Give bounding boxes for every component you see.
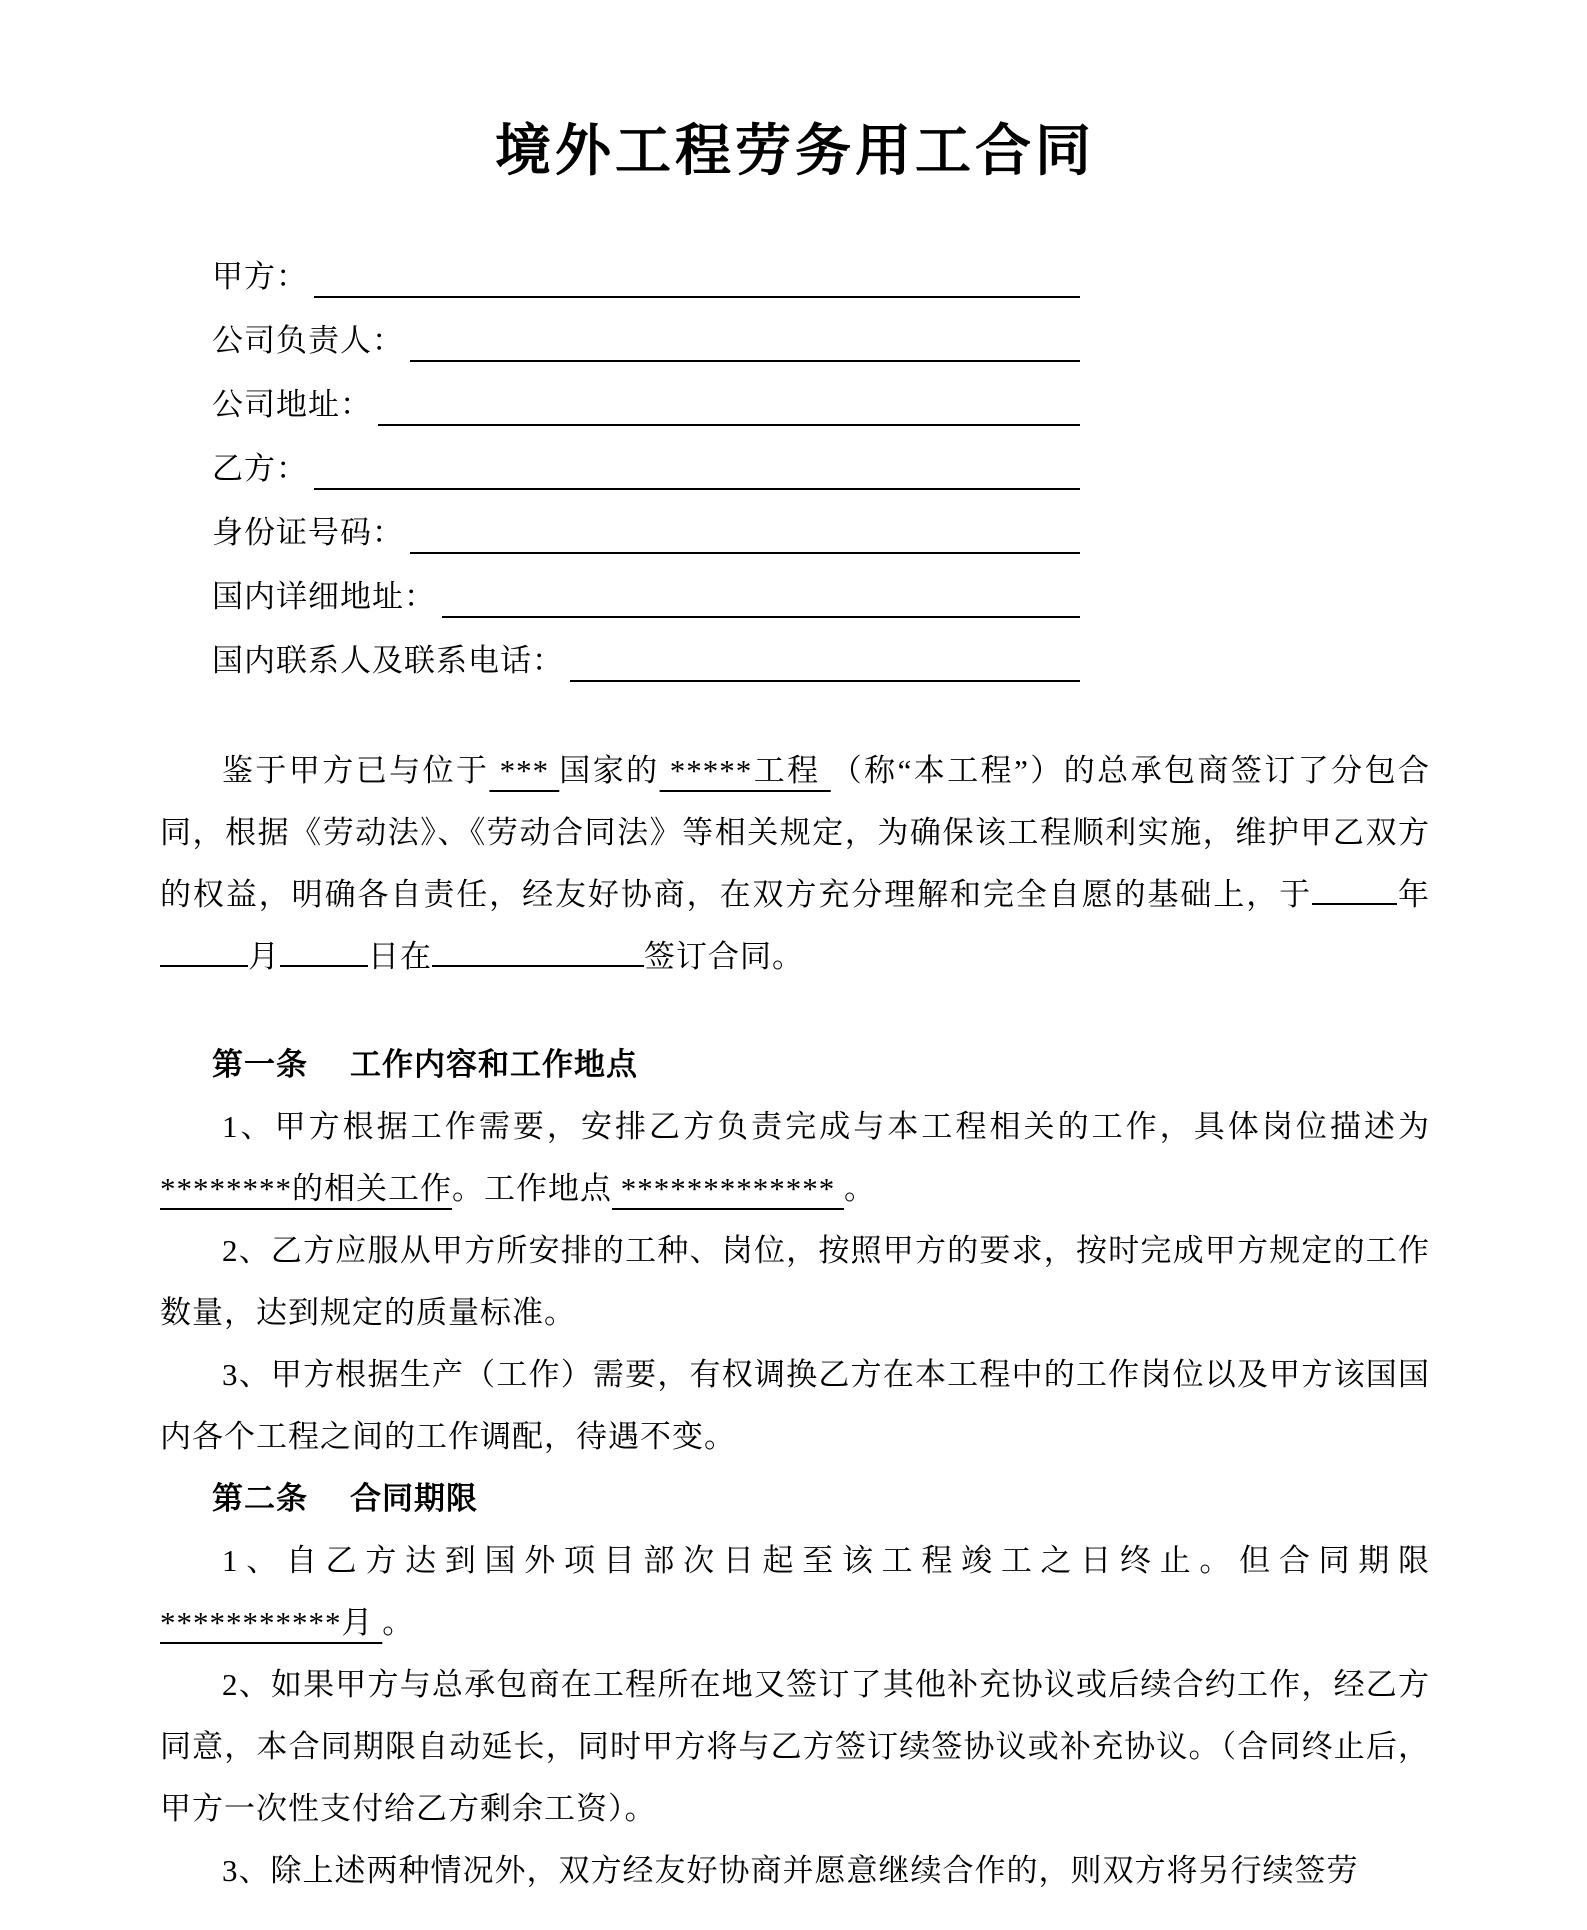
article-1-heading xyxy=(160,1034,1430,1096)
text-run: 2、乙方应服从甲方所安排的工种、岗位，按照甲方的要求，按时完成甲方规定的工作数量，达到规定的质量标准。 xyxy=(160,1233,1430,1330)
form-row-domestic-contact xyxy=(212,618,1080,682)
article-number: 第二条 xyxy=(212,1481,308,1516)
blank-line-company-head[interactable] xyxy=(410,320,1080,362)
form-row-company-address xyxy=(212,362,1080,426)
article-1-item-1 xyxy=(160,1096,1430,1220)
form-row-company-head xyxy=(212,298,1080,362)
underlined-text: ********的相关工作 xyxy=(160,1171,452,1206)
underlined-text: *****工程 xyxy=(659,753,831,788)
article-2-item-2 xyxy=(160,1654,1430,1840)
form-label-domestic-address: 国内详细地址： xyxy=(212,578,436,614)
text-run: 1、甲方根据工作需要，安排乙方负责完成与本工程相关的工作，具体岗位描述为 xyxy=(222,1109,1430,1144)
article-title: 合同期限 xyxy=(350,1481,478,1516)
article-2-heading xyxy=(160,1468,1430,1530)
fill-in-blank[interactable] xyxy=(280,931,368,967)
form-label-domestic-contact: 国内联系人及联系电话： xyxy=(212,642,564,678)
article-number: 第一条 xyxy=(212,1047,308,1082)
fill-in-blank[interactable] xyxy=(160,931,248,967)
article-2-item-3 xyxy=(160,1840,1430,1902)
text-run: 1、自乙方达到国外项目部次日起至该工程竣工之日终止。但合同期限 xyxy=(222,1543,1430,1578)
text-run: 3、除上述两种情况外，双方经友好协商并愿意继续合作的，则双方将另行续签劳 xyxy=(222,1853,1359,1888)
text-run: （称“本工程”）的总承包商签订了分包合同，根据《劳动法》、《劳动合同法》等相关规定，为确保该工程顺利实施，维护甲乙双方的权益，明确各自责任，经友好协商，在双方充分理解和完全自愿的基础上，于 xyxy=(160,753,1431,912)
text-run: 。 xyxy=(382,1605,415,1640)
form-row-id-number xyxy=(212,490,1080,554)
form-label-id-number: 身份证号码： xyxy=(212,514,404,550)
blank-line-domestic-address[interactable] xyxy=(442,576,1080,618)
article-1-item-3 xyxy=(160,1344,1430,1468)
form-label-company-head: 公司负责人： xyxy=(212,322,404,358)
text-run: 月 xyxy=(248,939,280,974)
blank-line-domestic-contact[interactable] xyxy=(570,640,1080,682)
fill-in-blank[interactable] xyxy=(432,931,644,967)
text-run: 2、如果甲方与总承包商在工程所在地又签订了其他补充协议或后续合约工作，经乙方同意，本合同期限自动延长，同时甲方将与乙方签订续签协议或补充协议。（合同终止后，甲方一次性支付给乙方剩余工资）。 xyxy=(160,1667,1430,1826)
blank-line-party-a[interactable] xyxy=(314,256,1080,298)
blank-line-company-address[interactable] xyxy=(378,384,1080,426)
form-label-party-b: 乙方： xyxy=(212,450,308,486)
blank-line-party-b[interactable] xyxy=(314,448,1080,490)
form-row-domestic-address xyxy=(212,554,1080,618)
intro-paragraph xyxy=(160,740,1430,988)
underlined-text: ***********月 xyxy=(160,1605,383,1640)
text-run: 签订合同。 xyxy=(644,939,804,974)
contract-body xyxy=(160,740,1430,1902)
form-label-party-a: 甲方： xyxy=(212,258,308,294)
article-1-item-2 xyxy=(160,1220,1430,1344)
text-run: 3、甲方根据生产（工作）需要，有权调换乙方在本工程中的工作岗位以及甲方该国国内各个工程之间的工作调配，待遇不变。 xyxy=(160,1357,1430,1454)
fill-in-blank[interactable] xyxy=(1312,869,1397,905)
text-run: 日在 xyxy=(368,939,432,974)
underlined-text: ************* xyxy=(612,1171,844,1206)
party-info-form xyxy=(160,234,1430,682)
form-row-party-a xyxy=(212,234,1080,298)
text-run: 。工作地点 xyxy=(452,1171,612,1206)
underlined-text: *** xyxy=(489,753,560,788)
text-run: 年 xyxy=(1397,877,1431,912)
article-2-item-1 xyxy=(160,1530,1430,1654)
article-title: 工作内容和工作地点 xyxy=(350,1047,638,1082)
blank-line-id-number[interactable] xyxy=(410,512,1080,554)
document-title: 境外工程劳务用工合同 xyxy=(495,121,1095,183)
text-run: 国家的 xyxy=(559,753,660,788)
text-run: 鉴于甲方已与位于 xyxy=(222,753,490,788)
form-row-party-b xyxy=(212,426,1080,490)
form-label-company-address: 公司地址： xyxy=(212,386,372,422)
text-run: 。 xyxy=(844,1171,876,1206)
